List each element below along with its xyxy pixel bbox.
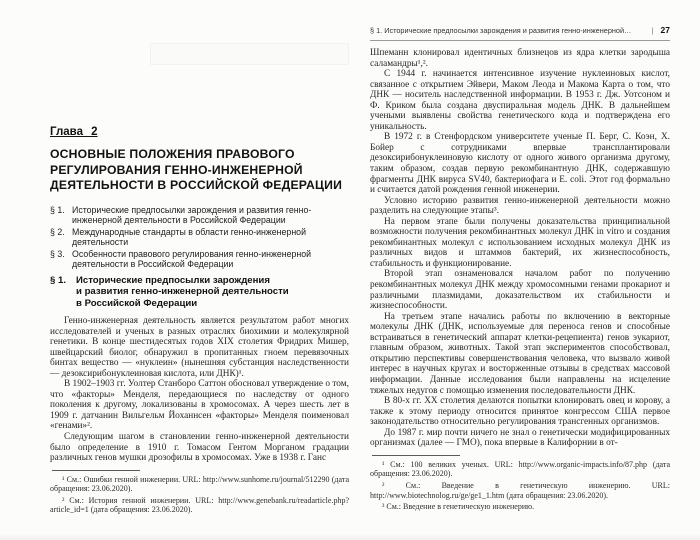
paragraph: Следующим шагом в становлении генно-инженерной деятельности было определение в 1910 г. Томасом Гентом Морганом градации различных генов мушки дрозофилы в хромосомах. Уже в 1938 г. Ганс xyxy=(50,432,349,464)
toc-item xyxy=(50,227,349,247)
footnote: ¹ См.: 100 великих ученых. URL: http://www.organic-impacts.info/87.php (дата обращения: 23.06.2020). xyxy=(370,459,670,479)
section-heading-line: Исторические предпосылки зарождения xyxy=(76,274,270,286)
paragraph: В 1972 г. в Стенфордском университете ученые П. Берг, С. Коэн, Х. Бойер с сотрудниками впервые трансплантировали дезоксирибонуклеиновую кислоту от одного живого организма другому, таким образом, создав первую рекомбинантную ДНК, содержавшую фрагменты ДНК вируса SV40, бактериофага и E. coli. Этот год формально и считается датой рождения генной инженерии. xyxy=(370,132,670,196)
footnote-divider xyxy=(52,470,140,471)
scan-bottom-shadow xyxy=(0,533,700,540)
chapter-label: Глава 2 xyxy=(50,126,98,138)
section-heading-line: в Российской Федерации xyxy=(76,297,198,309)
section-heading xyxy=(50,275,349,310)
paragraph: В 1902–1903 гг. Уолтер Станборо Саттон обосновал утверждение о том, что «факторы» Менделя, передающиеся по наследству от одного поколения к другому, локализованы в хромосомах. А через шесть лет в 1909 г. датчанин Вильгельм Йоханнсен «факторы» Менделя поименовал «генами»². xyxy=(50,379,349,432)
toc-item-text: Особенности правового регулирования генно-инженерной деятельности в Российской Федерации xyxy=(72,248,312,269)
section-heading-line: и развития генно-инженерной деятельности xyxy=(76,286,289,297)
chapter-toc xyxy=(50,205,349,269)
chapter-title-line: ДЕЯТЕЛЬНОСТИ В РОССИЙСКОЙ ФЕДЕРАЦИИ xyxy=(50,178,343,192)
chapter-title-line: РЕГУЛИРОВАНИЯ ГЕННО-ИНЖЕНЕРНОЙ xyxy=(50,162,303,177)
paragraph: На третьем этапе начались работы по включению в векторные молекулы ДНК (ДНК, используемые для переноса генов и способные встраиваться в генетический аппарат клетки-рецепиента) генов эукариот, главным образом, животных. Такой этап экспериментов способствовал, открытию перспективы совершенствования человека, что вызвало живой интерес в научных кругах и восторженные отзывы в средствах массовой информации. Данные исследования были направлены на исцеление тяжелых недугов с помощью изменения последовательности ДНК. xyxy=(370,311,670,396)
paragraph: До 1987 г. мир почти ничего не знал о генетически модифицированных организмах (далее — ГМО), пока впервые в Калифорнии в от- xyxy=(370,427,670,449)
paragraph: Генно-инженерная деятельность является результатом работ многих исследователей и ученых в разных отраслях биохимии и молекулярной генетики. В конце шестидесятых годов XIX столетия Фридрих Мишер, швейцарский биолог, обнаружил в пропитанных гноем перевязочных бинтах вещество — «нуклеин» (нынешняя субстанция наследственности — дезоксирибонуклеиновая кислота, или ДНК)¹. xyxy=(50,316,349,379)
left-page xyxy=(50,126,349,517)
running-header-title: § 1. Исторические предпосылки зарождения и развития генно-инженерной… xyxy=(370,26,632,35)
running-header xyxy=(370,25,670,41)
running-header-separator: | xyxy=(651,26,654,35)
toc-item-text: Исторические предпосылки зарождения и развития генно-инженерной деятельности в Российской Федерации xyxy=(72,204,312,225)
right-page-body xyxy=(370,48,670,449)
footnote: ¹ См.: Ошибки генной инженерии. URL: http://www.sunhome.ru/journal/512290 (дата обращения: 23.06.2020). xyxy=(50,474,349,494)
toc-item-number: § 3. xyxy=(50,248,65,259)
chapter-title xyxy=(50,147,349,194)
section-heading-text xyxy=(76,275,289,310)
toc-item xyxy=(50,249,349,269)
paragraph: На первом этапе были получены доказательства принципиальной возможности получения рекомбинантных молекул ДНК in vitro и создания рекомбинантных молекул с использованием исходных молекул ДНК из различных видов и штаммов бактерий, их жизнеспособность, стабильность и функционирование. xyxy=(370,216,670,269)
paragraph: С 1944 г. начинается интенсивное изучение нуклеиновых кислот, связанное с открытием Эйвери, Маком Леода и Макома Карта о том, что ДНК — носитель наследственной информации. В 1953 г. Дж. Уотсоном и Ф. Криком была создана двуспиральная модель ДНК. В дальнейшем учеными выявлены свойства генетического кода и подтверждена его уникальность. xyxy=(370,69,670,132)
right-page-footnotes xyxy=(370,455,670,512)
paragraph: В 80-х гг. XX столетия делаются попытки клонировать овец и корову, а также к этому периоду относится принятое конгрессом США первое законодательство относительно регулирования трансгенных организмов. xyxy=(370,396,670,428)
toc-item-number: § 2. xyxy=(50,226,65,237)
paragraph: Второй этап ознаменовался началом работ по получению рекомбинантных молекул ДНК между хромосомными генами прокариот и различными плазмидами, доказательством их стабильности и жизнеспособности. xyxy=(370,269,670,312)
footnote: ² См.: Введение в генетическую инженерию. URL: http://www.biotechnolog.ru/ge/ge1_1.htm (дата обращения: 23.06.2020). xyxy=(370,480,670,500)
toc-item-number: § 1. xyxy=(50,204,65,215)
left-page-body xyxy=(50,316,349,464)
toc-item xyxy=(50,205,349,225)
toc-item-text: Международные стандарты в области генно-инженерной деятельности xyxy=(72,226,306,247)
page-number: 27 xyxy=(660,25,670,35)
scan-showthrough-artifact xyxy=(150,43,349,65)
section-heading-number: § 1. xyxy=(50,274,67,286)
left-page-footnotes xyxy=(50,470,349,515)
right-page xyxy=(370,25,670,514)
chapter-title-line: ОСНОВНЫЕ ПОЛОЖЕНИЯ ПРАВОВОГО xyxy=(50,147,295,161)
footnote-divider xyxy=(372,455,460,456)
footnote: ³ См.: Введение в генетическую инженерию. xyxy=(382,502,535,512)
paragraph: Шпеманн клонировал идентичных близнецов из ядра клетки зародыша саламандры¹,². xyxy=(370,48,670,69)
footnote: ² См.: История генной инженерии. URL: http://www.genebank.ru/readarticle.php?article_id=1 (дата обращения: 23.06.2020). xyxy=(50,495,349,515)
paragraph: Условно историю развития генно-инженерной деятельности можно разделить на следующие этапы³. xyxy=(370,195,670,217)
